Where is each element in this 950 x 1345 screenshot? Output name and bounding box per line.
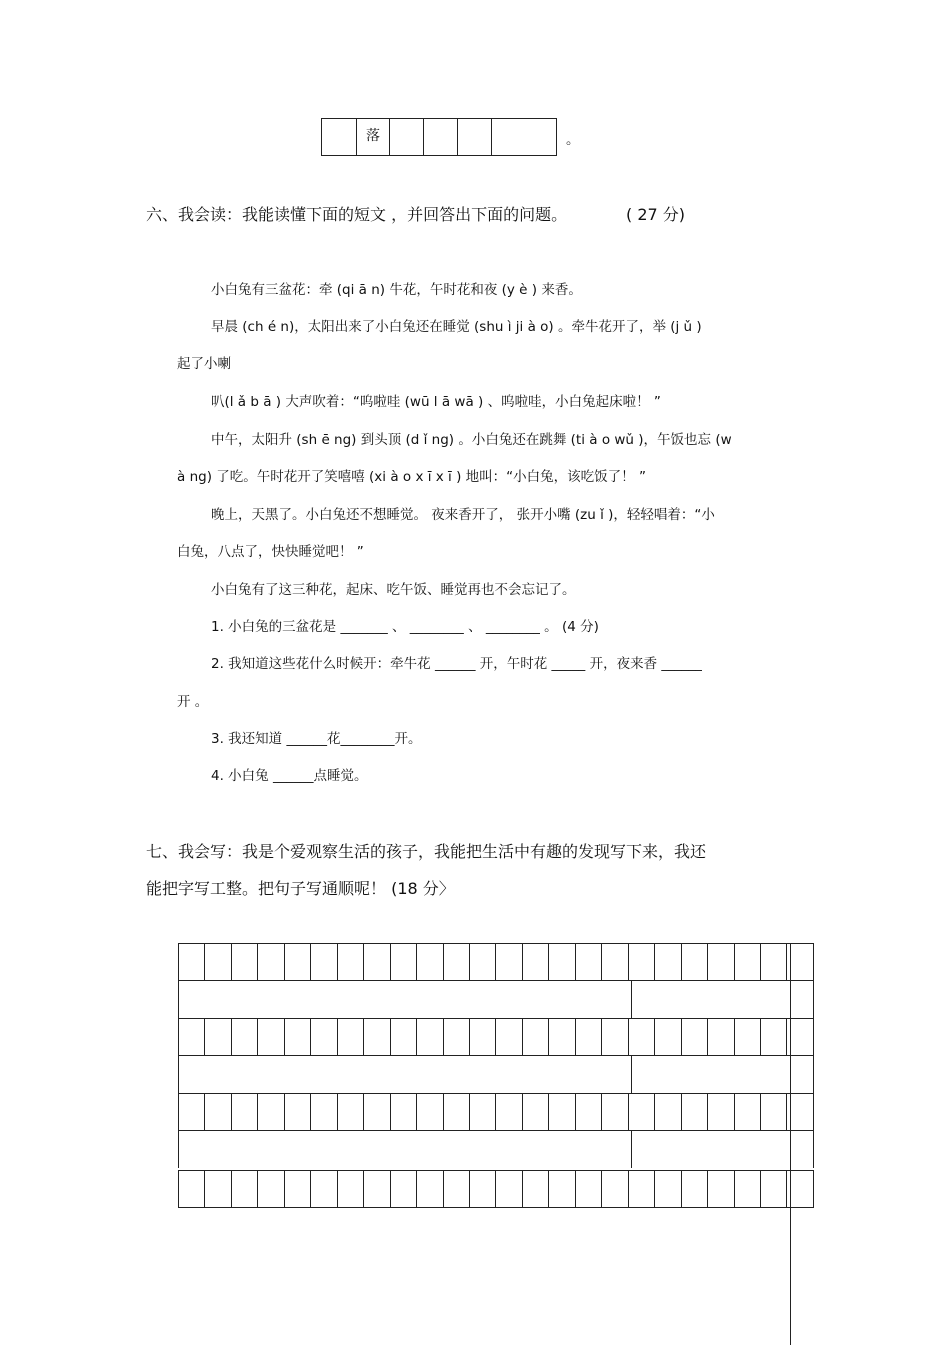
passage-line: 小白兔有三盆花：牵 (qi ā n) 牛花，午时花和夜 (y è ) 来香。 <box>211 282 582 298</box>
answer-box-char: 落 <box>357 119 390 155</box>
passage-line: 起了小喇 <box>177 356 231 372</box>
answer-box[interactable] <box>458 119 492 155</box>
writing-grid-gap <box>178 1131 814 1168</box>
answer-box[interactable] <box>322 119 357 155</box>
answer-box-row <box>321 118 557 156</box>
grid-vertical-line <box>790 943 791 1345</box>
question-4: 4. 小白兔 ______点睡觉。 <box>211 768 368 784</box>
passage-line: 晚上，天黑了。小白兔还不想睡觉。 夜来香开了， 张开小嘴 (zu ǐ )，轻轻唱着：“小 <box>211 507 715 523</box>
writing-grid-row[interactable] <box>178 1093 814 1131</box>
writing-grid-gap <box>178 981 814 1018</box>
question-3: 3. 我还知道 ______花________开。 <box>211 731 422 747</box>
end-mark: 。 <box>566 132 580 148</box>
passage-line: 中午，太阳升 (sh ē ng) 到头顶 (d ǐ ng) 。小白兔还在跳舞 (ti à o wǔ )，午饭也忘 (w <box>211 432 732 448</box>
passage-line: 白兔，八点了，快快睡觉吧！ ” <box>177 544 364 560</box>
writing-grid-row[interactable] <box>178 943 814 981</box>
passage-line: 小白兔有了这三种花，起床、吃午饭、睡觉再也不会忘记了。 <box>211 582 576 598</box>
answer-box[interactable] <box>424 119 458 155</box>
answer-box[interactable] <box>492 119 556 155</box>
writing-grid-row[interactable] <box>178 1018 814 1056</box>
question-2-cont: 开 。 <box>177 694 209 710</box>
passage-line: à ng) 了吃。午时花开了笑嘻嘻 (xi à o x ī x ī ) 地叫：“小白兔，该吃饭了！ ” <box>177 469 646 485</box>
question-1: 1. 小白兔的三盆花是 _______ 、 ________ 、 ________ 。 (4 分) <box>211 619 599 635</box>
passage-line: 叭(l ǎ b ā ) 大声吹着：“呜啦哇 (wū l ā wā ) 、呜啦哇，小白兔起床啦！ ” <box>211 394 661 410</box>
question-2: 2. 我知道这些花什么时候开：牵牛花 ______ 开，午时花 _____ 开，夜来香 ______ <box>211 656 702 672</box>
section7-title-cont: 能把字写工整。把句子写通顺呢！ (18 分〉 <box>146 879 455 898</box>
passage-line: 早晨 (ch é n)，太阳出来了小白兔还在睡觉 (shu ì ji à o) 。牵牛花开了，举 (j ǔ ) <box>211 319 702 335</box>
section6-score: ( 27 分) <box>626 205 686 224</box>
section7-title: 七、我会写：我是个爱观察生活的孩子，我能把生活中有趣的发现写下来，我还 <box>146 842 707 861</box>
writing-grid-gap <box>178 1056 814 1093</box>
writing-grid-row[interactable] <box>178 1170 814 1208</box>
answer-box[interactable] <box>390 119 424 155</box>
section6-title: 六、我会读：我能读懂下面的短文 ，并回答出下面的问题。 <box>146 205 568 224</box>
